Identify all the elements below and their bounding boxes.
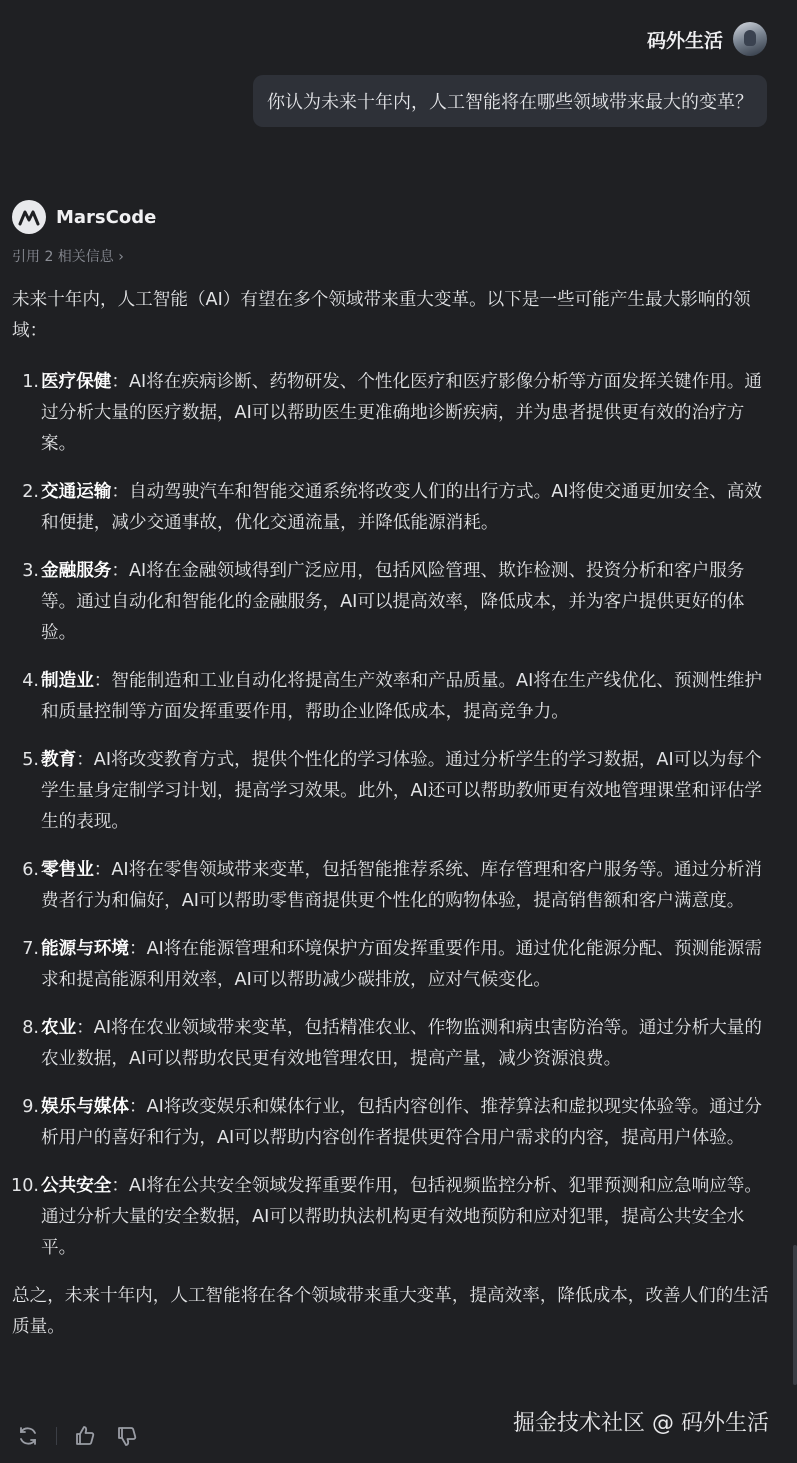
item-title: 公共安全: [41, 1176, 112, 1196]
user-header: [647, 22, 767, 56]
watermark: 掘金技术社区 @ 码外生活: [513, 1411, 769, 1436]
thumbs-down-icon[interactable]: [113, 1422, 141, 1450]
item-number: 6.: [22, 860, 39, 880]
regenerate-icon[interactable]: [14, 1422, 42, 1450]
answer-list-item: [12, 477, 770, 539]
item-text: ：AI将改变教育方式，提供个性化的学习体验。通过分析学生的学习数据，AI可以为每个学生量身定制学习计划，提高学习效果。此外，AI还可以帮助教师更有效地管理课堂和评估学生的表现。: [41, 750, 762, 832]
bot-answer: [12, 285, 770, 1343]
item-number: 3.: [22, 561, 39, 581]
item-number: 8.: [22, 1018, 39, 1038]
marscode-logo-icon: [12, 200, 46, 234]
item-text: ：AI将在能源管理和环境保护方面发挥重要作用。通过优化能源分配、预测能源需求和提高能源利用效率，AI可以帮助减少碳排放，应对气候变化。: [41, 939, 762, 990]
answer-list-item: [12, 745, 770, 838]
bot-name: MarsCode: [56, 206, 157, 228]
item-number: 5.: [22, 750, 39, 770]
item-title: 交通运输: [41, 482, 112, 502]
scrollbar[interactable]: [793, 1245, 797, 1385]
item-text: ：AI将在公共安全领域发挥重要作用，包括视频监控分析、犯罪预测和应急响应等。通过分析大量的安全数据，AI可以帮助执法机构更有效地预防和应对犯罪，提高公共安全水平。: [41, 1176, 762, 1258]
answer-list-item: [12, 1013, 770, 1075]
answer-list-item: [12, 1171, 770, 1264]
user-message-bubble: 你认为未来十年内，人工智能将在哪些领域带来最大的变革？: [253, 75, 767, 127]
item-number: 2.: [22, 482, 39, 502]
item-text: ：AI将在零售领域带来变革，包括智能推荐系统、库存管理和客户服务等。通过分析消费者行为和偏好，AI可以帮助零售商提供更个性化的购物体验，提高销售额和客户满意度。: [41, 860, 762, 911]
answer-intro: 未来十年内，人工智能（AI）有望在多个领域带来重大变革。以下是一些可能产生最大影响的领域：: [12, 290, 751, 341]
item-text: ：AI将在金融领域得到广泛应用，包括风险管理、欺诈检测、投资分析和客户服务等。通过自动化和智能化的金融服务，AI可以提高效率，降低成本，并为客户提供更好的体验。: [41, 561, 745, 643]
item-text: ：AI将在农业领域带来变革，包括精准农业、作物监测和病虫害防治等。通过分析大量的农业数据，AI可以帮助农民更有效地管理农田，提高产量，减少资源浪费。: [41, 1018, 762, 1069]
item-number: 10.: [11, 1176, 39, 1196]
answer-list-item: [12, 556, 770, 649]
item-title: 零售业: [41, 860, 94, 880]
item-title: 医疗保健: [41, 372, 112, 392]
item-number: 9.: [22, 1097, 39, 1117]
item-text: ：自动驾驶汽车和智能交通系统将改变人们的出行方式。AI将使交通更加安全、高效和便捷，减少交通事故，优化交通流量，并降低能源消耗。: [41, 482, 762, 533]
answer-summary: 总之，未来十年内，人工智能将在各个领域带来重大变革，提高效率，降低成本，改善人们的生活质量。: [12, 1286, 769, 1337]
item-text: ：AI将在疾病诊断、药物研发、个性化医疗和医疗影像分析等方面发挥关键作用。通过分析大量的医疗数据，AI可以帮助医生更准确地诊断疾病，并为患者提供更有效的治疗方案。: [41, 372, 762, 454]
item-title: 金融服务: [41, 561, 112, 581]
item-text: ：AI将改变娱乐和媒体行业，包括内容创作、推荐算法和虚拟现实体验等。通过分析用户的喜好和行为，AI可以帮助内容创作者提供更符合用户需求的内容，提高用户体验。: [41, 1097, 762, 1148]
item-number: 7.: [22, 939, 39, 959]
thumbs-up-icon[interactable]: [71, 1422, 99, 1450]
item-number: 4.: [22, 671, 39, 691]
user-avatar[interactable]: [733, 22, 767, 56]
answer-list-item: [12, 666, 770, 728]
item-text: ：智能制造和工业自动化将提高生产效率和产品质量。AI将在生产线优化、预测性维护和质量控制等方面发挥重要作用，帮助企业降低成本，提高竞争力。: [41, 671, 762, 722]
answer-list-item: [12, 855, 770, 917]
references-link[interactable]: 引用 2 相关信息 ›: [12, 249, 124, 265]
user-name: 码外生活: [646, 29, 723, 52]
actions-divider: [56, 1427, 57, 1445]
item-title: 制造业: [41, 671, 94, 691]
answer-list-item: [12, 1092, 770, 1154]
item-title: 农业: [41, 1018, 77, 1038]
item-title: 教育: [41, 750, 77, 770]
item-number: 1.: [22, 372, 39, 392]
answer-list: [12, 367, 770, 1264]
item-title: 娱乐与媒体: [41, 1097, 129, 1117]
answer-list-item: [12, 367, 770, 460]
answer-list-item: [12, 934, 770, 996]
message-actions: [14, 1422, 141, 1450]
item-title: 能源与环境: [41, 939, 129, 959]
bot-header: [12, 200, 156, 234]
